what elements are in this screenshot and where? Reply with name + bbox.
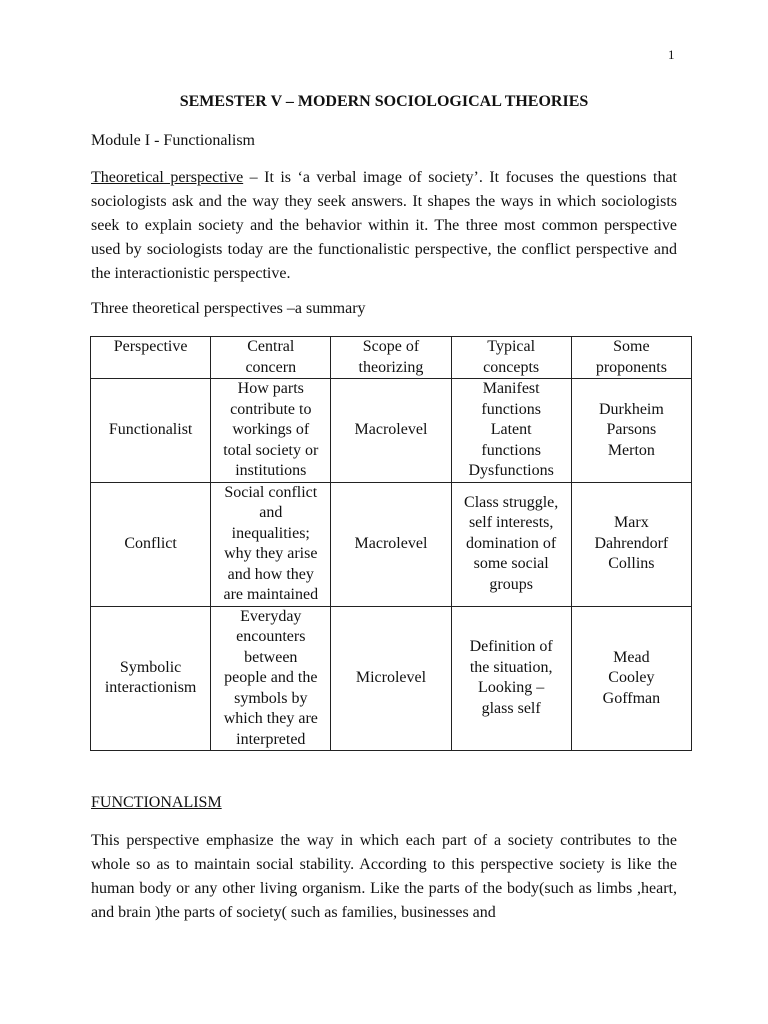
cell-concern: Social conflict and inequalities; why they arise and how they are maintained <box>211 482 331 606</box>
table-row-functionalist <box>91 379 692 483</box>
table-row-symbolic-interactionism <box>91 606 692 751</box>
document-title: SEMESTER V – MODERN SOCIOLOGICAL THEORIES <box>179 93 589 110</box>
cell-scope: Macrolevel <box>331 379 451 483</box>
cell-concepts: Manifest functions Latent functions Dysfunctions <box>451 379 571 483</box>
header-proponents: Some proponents <box>571 337 691 379</box>
cell-concepts: Definition of the situation, Looking – glass self <box>451 606 571 751</box>
cell-proponents: Marx Dahrendorf Collins <box>571 482 691 606</box>
header-perspective: Perspective <box>91 337 211 379</box>
table-row-conflict <box>91 482 692 606</box>
functionalism-paragraph: This perspective emphasize the way in which each part of a society contributes to the whole so as to maintain social stability. According to this perspective society is like the human body or any other living organism. Like the parts of the body(such as limbs ,heart, and brain )the parts of society( such as families, businesses and <box>91 832 677 921</box>
cell-proponents: Mead Cooley Goffman <box>571 606 691 751</box>
cell-concern: How parts contribute to workings of total society or institutions <box>211 379 331 483</box>
table-header-row <box>91 337 692 379</box>
theoretical-perspective-text: – It is ‘a verbal image of society’. It focuses the questions that sociologists ask and the way they seek answers. It shapes the ways in which sociologists seek to explain society and the behavior within it. The three most common perspective used by sociologists today are the functionalistic perspective, the conflict perspective and the interactionistic perspective. <box>91 169 677 282</box>
functionalism-heading: FUNCTIONALISM <box>91 794 222 811</box>
page-number: 1 <box>668 47 675 62</box>
header-central-concern: Central concern <box>211 337 331 379</box>
cell-perspective: Functionalist <box>91 379 211 483</box>
header-typical-concepts: Typical concepts <box>451 337 571 379</box>
cell-perspective: Conflict <box>91 482 211 606</box>
table-caption: Three theoretical perspectives –a summary <box>91 300 366 317</box>
theoretical-perspective-term: Theoretical perspective <box>91 169 244 186</box>
header-scope: Scope of theorizing <box>331 337 451 379</box>
theoretical-perspective-paragraph <box>91 166 677 286</box>
cell-scope: Microlevel <box>331 606 451 751</box>
cell-scope: Macrolevel <box>331 482 451 606</box>
cell-concern: Everyday encounters between people and the symbols by which they are interpreted <box>211 606 331 751</box>
module-heading: Module I - Functionalism <box>91 132 255 149</box>
cell-concepts: Class struggle, self interests, domination of some social groups <box>451 482 571 606</box>
cell-perspective: Symbolic interactionism <box>91 606 211 751</box>
perspectives-summary-table <box>90 336 692 751</box>
cell-proponents: Durkheim Parsons Merton <box>571 379 691 483</box>
